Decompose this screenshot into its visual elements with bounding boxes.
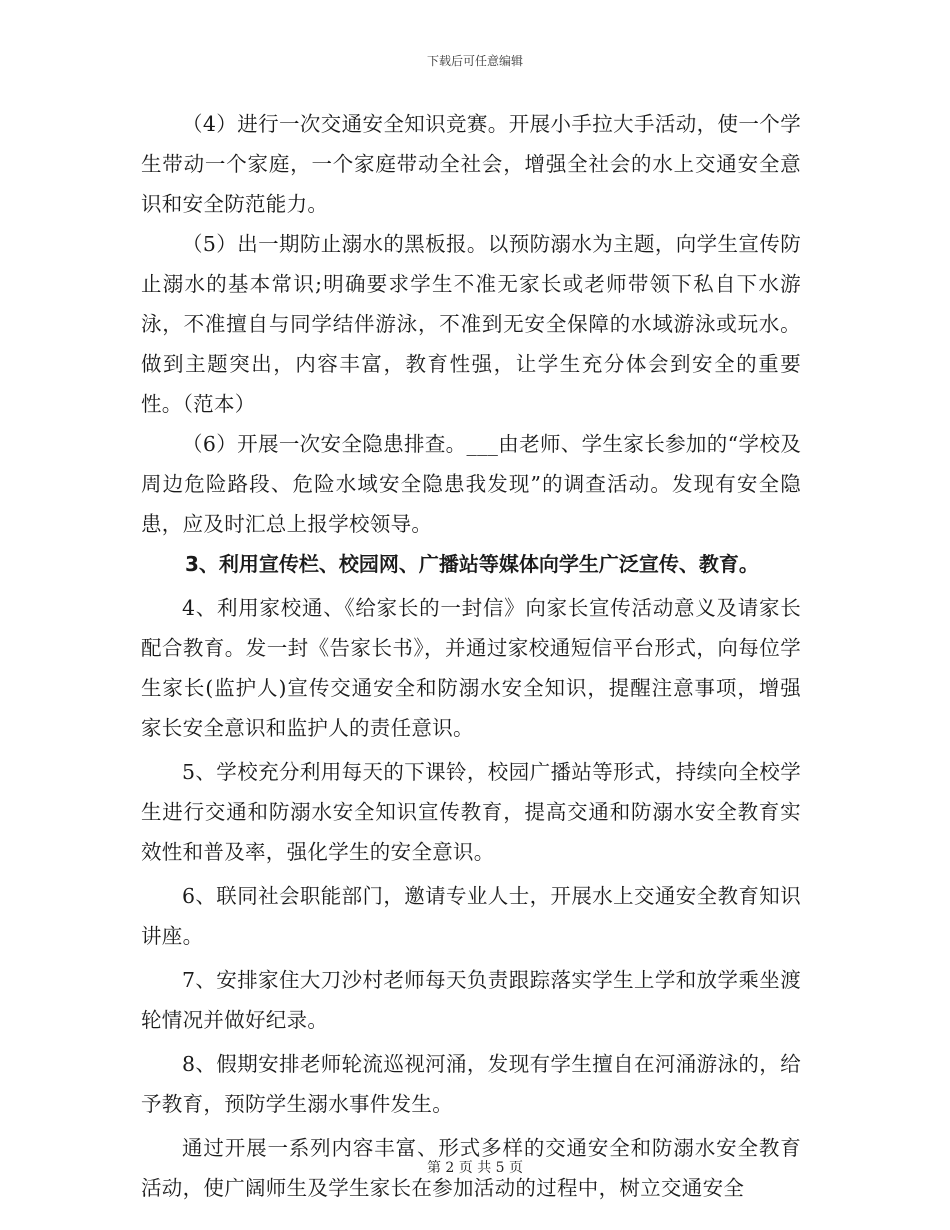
- paragraph-item-4: （4）进行一次交通安全知识竞赛。开展小手拉大手活动，使一个学生带动一个家庭，一个家庭带动全社会，增强全社会的水上交通安全意识和安全防范能力。: [141, 112, 801, 216]
- paragraph-item-6: （6）开展一次安全隐患排查。___由老师、学生家长参加的“学校及周边危险路段、危险水域安全隐患我发现”的调查活动。发现有安全隐患，应及时汇总上报学校领导。: [141, 432, 801, 536]
- paragraph-section-6: 6、联同社会职能部门，邀请专业人士，开展水上交通安全教育知识讲座。: [141, 884, 801, 948]
- paragraph-section-8: 8、假期安排老师轮流巡视河涌，发现有学生擅自在河涌游泳的，给予教育，预防学生溺水事件发生。: [141, 1052, 801, 1116]
- paragraph-section-7: 7、安排家住大刀沙村老师每天负责跟踪落实学生上学和放学乘坐渡轮情况并做好纪录。: [141, 968, 801, 1032]
- page-footer: 第 2 页 共 5 页: [426, 1160, 524, 1176]
- page-header: 下载后可任意编辑: [426, 54, 523, 68]
- paragraph-section-3-heading: 3、利用宣传栏、校园网、广播站等媒体向学生广泛宣传、教育。: [185, 552, 759, 576]
- paragraph-item-5: （5）出一期防止溺水的黑板报。以预防溺水为主题，向学生宣传防止溺水的基本常识;明确要求学生不准无家长或老师带领下私自下水游泳，不准擅自与同学结伴游泳，不准到无安全保障的水域游泳或玩水。做到主题突出，内容丰富，教育性强，让学生充分体会到安全的重要性。（范本）: [141, 232, 801, 416]
- paragraph-section-5: 5、学校充分利用每天的下课铃，校园广播站等形式，持续向全校学生进行交通和防溺水安全知识宣传教育，提高交通和防溺水安全教育实效性和普及率，强化学生的安全意识。: [141, 760, 801, 864]
- document-body: [141, 104, 801, 1208]
- paragraph-conclusion: 通过开展一系列内容丰富、形式多样的交通安全和防溺水安全教育活动，使广阔师生及学生家长在参加活动的过程中，树立交通安全: [141, 1136, 801, 1200]
- paragraph-section-4: 4、利用家校通、《给家长的一封信》向家长宣传活动意义及请家长配合教育。发一封《告家长书》，并通过家校通短信平台形式，向每位学生家长(监护人)宣传交通安全和防溺水安全知识，提醒注意事项，增强家长安全意识和监护人的责任意识。: [141, 596, 801, 740]
